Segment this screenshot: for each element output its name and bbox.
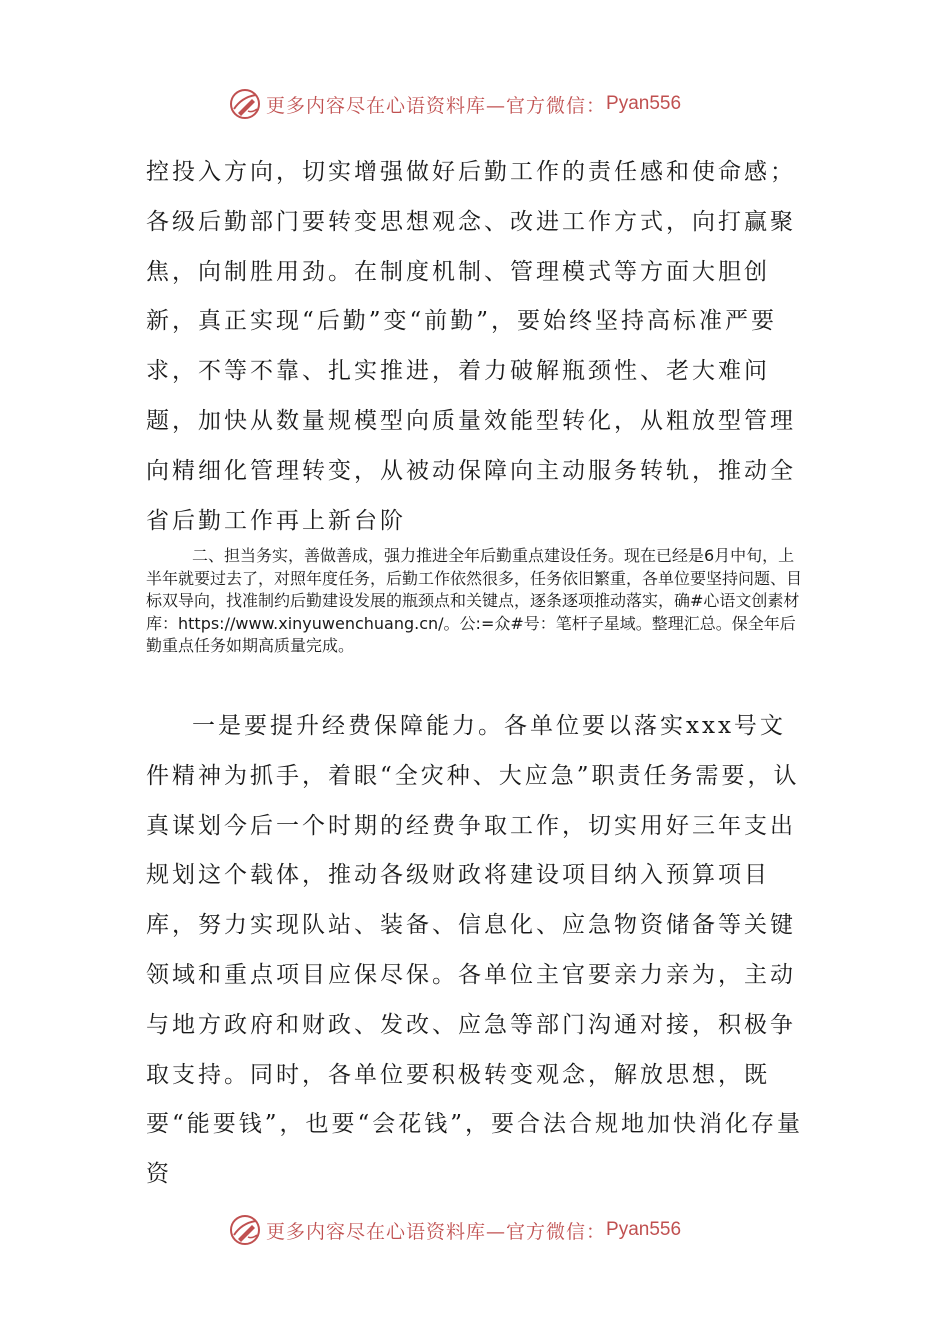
- pen-logo-icon: [228, 1213, 262, 1247]
- header-banner: [228, 84, 748, 124]
- paragraph-1: 控投入方向，切实增强做好后勤工作的责任感和使命感；各级后勤部门要转变思想观念、改进工作方式，向打赢聚焦，向制胜用劲。在制度机制、管理模式等方面大胆创新，真正实现“后勤”变“前勤”，要始终坚持高标准严要求，不等不靠、扎实推进，着力破解瓶颈性、老大难问题，加快从数量规模型向质量效能型转化，从粗放型管理向精细化管理转变，从被动保障向主动服务转轨，推动全省后勤工作再上新台阶: [146, 159, 796, 534]
- pen-logo-icon: [228, 87, 262, 121]
- footer-banner: [228, 1210, 748, 1250]
- paragraph-2: 二、担当务实，善做善成，强力推进全年后勤重点建设任务。现在已经是6月中旬，上半年就要过去了，对照年度任务，后勤工作依然很多，任务依旧繁重，各单位要坚持问题、目标双导向，找准制约后勤建设发展的瓶颈点和关键点，逐条逐项推动落实，确#心语文创素材库：https://www.xinyuwenchuang.cn/。公:=众#号：笔杆子星域。整理汇总。保全年后勤重点任务如期高质量完成。: [146, 546, 803, 656]
- banner-text: 更多内容尽在心语资料库—官方微信：: [266, 94, 607, 117]
- wechat-id: Pyan556: [606, 1219, 682, 1240]
- wechat-id: Pyan556: [606, 93, 682, 114]
- paragraph-3: 一是要提升经费保障能力。各单位要以落实xxx号文件精神为抓手，着眼“全灾种、大应急”职责任务需要，认真谋划今后一个时期的经费争取工作，切实用好三年支出规划这个载体，推动各级财政将建设项目纳入预算项目库，努力实现队站、装备、信息化、应急物资储备等关键领域和重点项目应保尽保。各单位主官要亲力亲为，主动与地方政府和财政、发改、应急等部门沟通对接，积极争取支持。同时，各单位要积极转变观念，解放思想，既要“能要钱”，也要“会花钱”，要合法合规地加快消化存量资: [146, 713, 804, 1188]
- banner-text: 更多内容尽在心语资料库—官方微信：: [266, 1220, 607, 1243]
